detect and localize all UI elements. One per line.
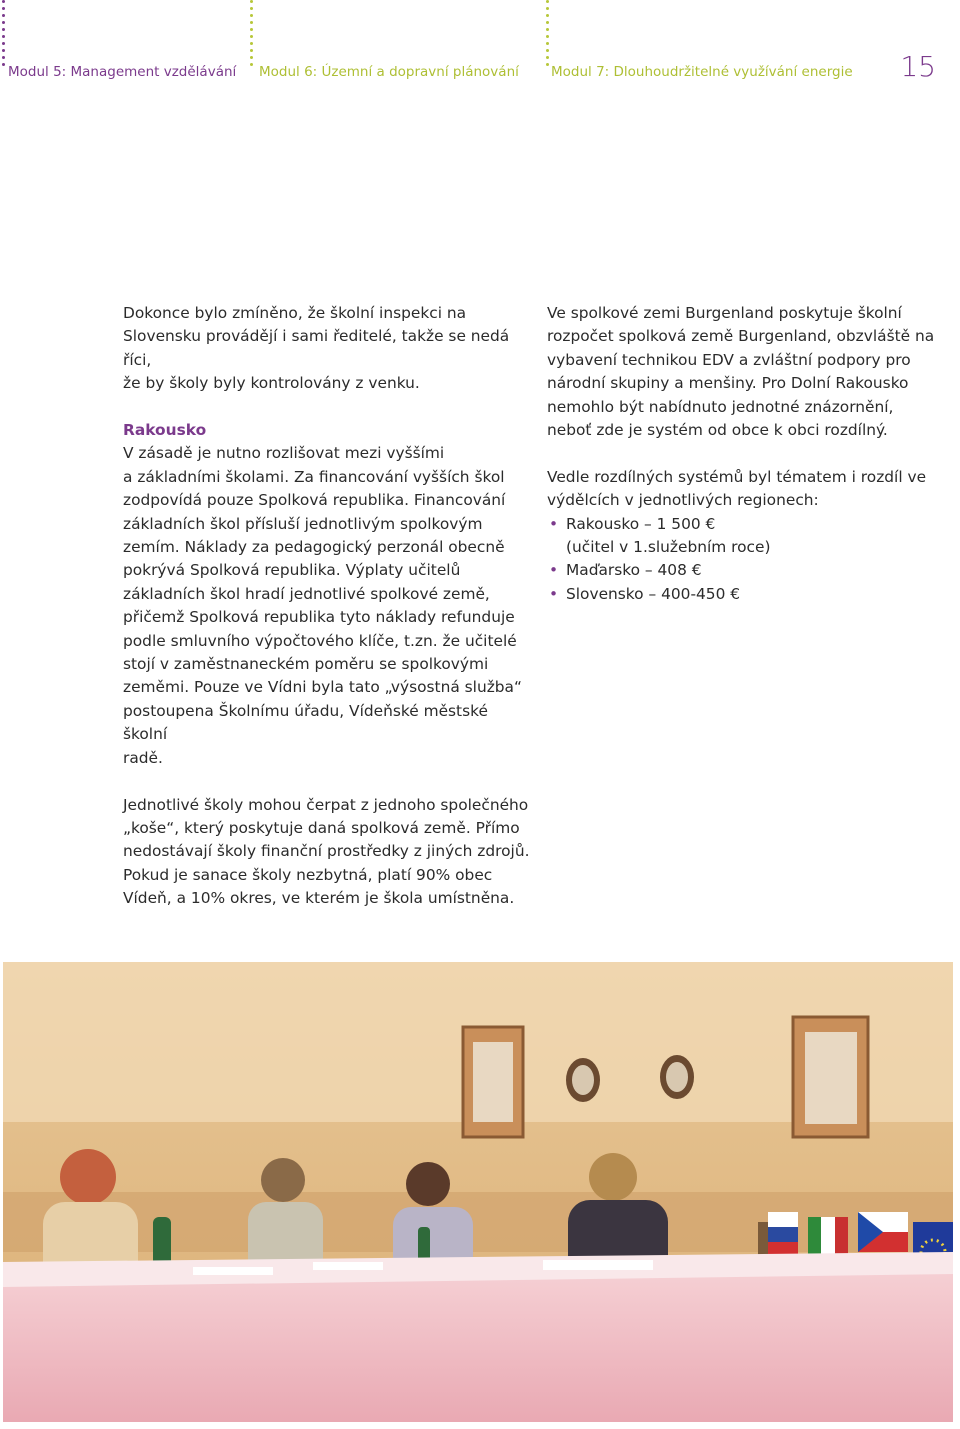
text-line: nedostávají školy finanční prostředky z jiných zdrojů. [123, 842, 530, 861]
bullet-icon: • [549, 561, 559, 580]
page-number: 15 [900, 50, 936, 83]
text-line: „koše“, který poskytuje daná spolková země. Přímo [123, 818, 520, 837]
text-line: základních škol hradí jednotlivé spolkové země, [123, 584, 490, 603]
text-line: vybavení technikou EDV a zvláštní podpory pro [547, 350, 911, 369]
text-line: zeměmi. Pouze ve Vídni byla tato „výsostná služba“ [123, 678, 522, 697]
salary-list [547, 513, 947, 607]
text-line: zemím. Náklady za pedagogický perzonál obecně [123, 538, 505, 557]
text-line: nemohlo být nabídnuto jednotné znázornění, [547, 397, 894, 416]
decorative-dots-mid [250, 0, 256, 70]
list-item [547, 583, 947, 606]
right-column [547, 302, 947, 606]
text-line: výdělcích v jednotlivých regionech: [547, 491, 819, 510]
header-module-7: Modul 7: Dlouhoudržitelné využívání energie [551, 64, 853, 80]
text-line: pokrývá Spolková republika. Výplaty učitelů [123, 561, 461, 580]
text-line: stojí v zaměstnaneckém poměru se spolkovými [123, 655, 489, 674]
paragraph-austria-financing [123, 442, 535, 770]
paragraph-burgenland [547, 302, 947, 442]
decorative-dots-right [546, 0, 552, 70]
text-line: přičemž Spolková republika tyto náklady refunduje [123, 608, 515, 627]
list-item-subtext: (učitel v 1.služebním roce) [566, 538, 771, 557]
bullet-icon: • [549, 584, 559, 603]
text-line: a základními školami. Za financování vyšších škol [123, 467, 505, 486]
paragraph-school-funds [123, 794, 535, 911]
text-line: podle smluvního výpočtového klíče, t.zn. že učitelé [123, 631, 517, 650]
list-item-text: Rakousko – 1 500 € [566, 514, 716, 533]
text-line: Slovensku provádějí i sami ředitelé, takže se nedá říci, [123, 327, 510, 369]
left-column [123, 302, 535, 911]
text-line: národní skupiny a menšiny. Pro Dolní Rakousko [547, 374, 909, 393]
text-line: Vídeň, a 10% okres, ve kterém je škola umístněna. [123, 889, 515, 908]
text-line: neboť zde je systém od obce k obci rozdílný. [547, 421, 888, 440]
text-line: Jednotlivé školy mohou čerpat z jednoho společného [123, 795, 529, 814]
meeting-photo [3, 962, 953, 1422]
list-item [547, 559, 947, 582]
list-item-text: Slovensko – 400-450 € [566, 584, 741, 603]
text-line: V zásadě je nutno rozlišovat mezi vyššími [123, 444, 445, 463]
text-line: radě. [123, 748, 163, 767]
paragraph-inspection [123, 302, 535, 396]
text-line: Pokud je sanace školy nezbytná, platí 90% obec [123, 865, 493, 884]
bullet-icon: • [549, 514, 559, 533]
text-line: Dokonce bylo zmíněno, že školní inspekci na [123, 304, 467, 322]
paragraph-salaries [547, 466, 947, 513]
text-line: Vedle rozdílných systémů byl tématem i rozdíl ve [547, 467, 927, 486]
text-line: zodpovídá pouze Spolková republika. Financování [123, 491, 506, 510]
text-line: Ve spolkové zemi Burgenland poskytuje školní [547, 304, 902, 322]
list-item-text: Maďarsko – 408 € [566, 561, 702, 580]
header-module-5: Modul 5: Management vzdělávání [8, 64, 237, 80]
section-heading-austria: Rakousko [123, 421, 207, 440]
list-item [547, 513, 947, 560]
text-line: postoupena Školnímu úřadu, Vídeňské městské školní [123, 701, 488, 744]
text-line: základních škol přísluší jednotlivým spolkovým [123, 514, 483, 533]
header-module-6: Modul 6: Územní a dopravní plánování [259, 64, 519, 80]
text-line: že by školy byly kontrolovány z venku. [123, 374, 420, 393]
text-line: rozpočet spolková země Burgenland, obzvláště na [547, 327, 935, 346]
decorative-dots-left [2, 0, 8, 70]
